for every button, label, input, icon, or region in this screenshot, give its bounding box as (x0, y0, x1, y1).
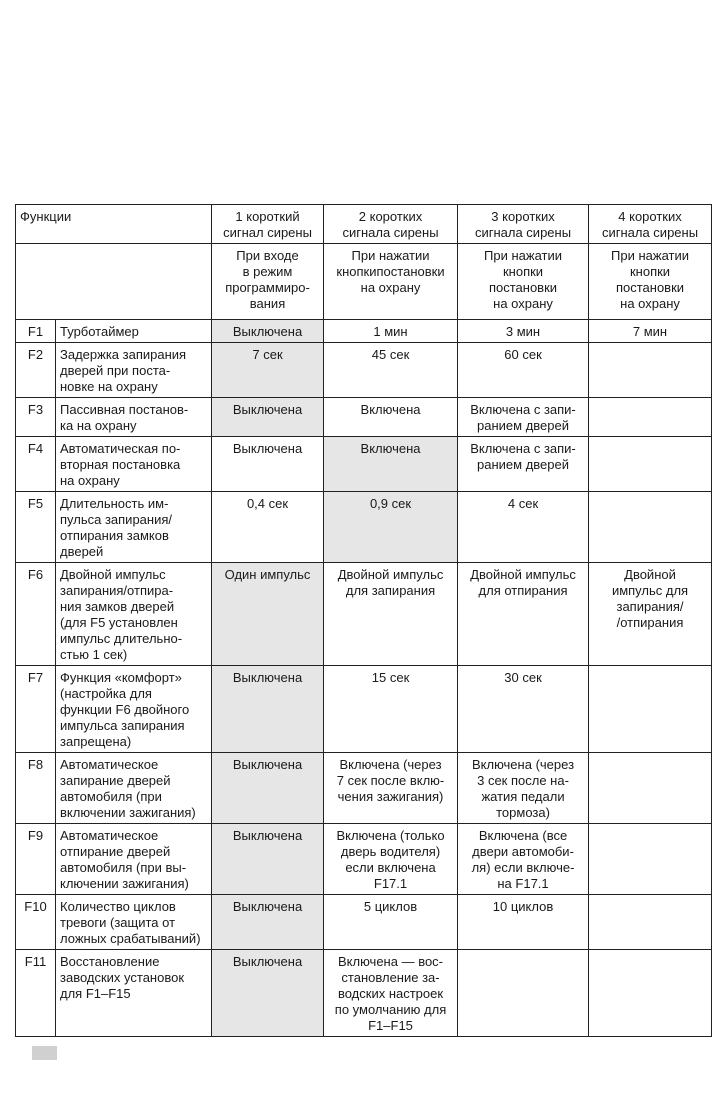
table-row (16, 666, 712, 753)
row-code: F11 (16, 950, 56, 1037)
header-col-4: 4 коротких сигнала сирены (589, 205, 712, 244)
row-name: Турботаймер (56, 320, 212, 343)
subheader-col-4: При нажатии кнопки постановки на охрану (589, 244, 712, 320)
row-value-2: Двойной импульс для запирания (324, 563, 458, 666)
row-value-4 (589, 437, 712, 492)
row-value-1: Выключена (212, 950, 324, 1037)
row-value-4: 7 мин (589, 320, 712, 343)
row-code: F4 (16, 437, 56, 492)
row-value-2: 1 мин (324, 320, 458, 343)
row-name: Автоматическая по- вторная постановка на охрану (56, 437, 212, 492)
subheader-empty (16, 244, 212, 320)
row-value-4 (589, 666, 712, 753)
row-value-3: 10 циклов (458, 895, 589, 950)
row-value-3: Двойной импульс для отпирания (458, 563, 589, 666)
row-value-4: Двойной импульс для запирания/ /отпирания (589, 563, 712, 666)
table-row (16, 398, 712, 437)
header-col-1: 1 короткий сигнал сирены (212, 205, 324, 244)
row-value-3: 30 сек (458, 666, 589, 753)
row-code: F10 (16, 895, 56, 950)
header-row (16, 205, 712, 244)
row-name: Задержка запирания дверей при поста- новке на охрану (56, 343, 212, 398)
row-value-1: Выключена (212, 398, 324, 437)
row-value-3: Включена (все двери автомоби- ля) если включе- на F17.1 (458, 824, 589, 895)
row-value-2: Включена (324, 437, 458, 492)
row-value-3: 60 сек (458, 343, 589, 398)
row-value-3: 3 мин (458, 320, 589, 343)
row-value-2: 45 сек (324, 343, 458, 398)
row-value-3: 4 сек (458, 492, 589, 563)
table-row (16, 824, 712, 895)
row-value-1: Выключена (212, 824, 324, 895)
header-col-3: 3 коротких сигнала сирены (458, 205, 589, 244)
functions-table (15, 204, 712, 1037)
table-row (16, 563, 712, 666)
row-value-2: 5 циклов (324, 895, 458, 950)
table-row (16, 437, 712, 492)
row-value-1: Выключена (212, 753, 324, 824)
row-value-2: Включена (324, 398, 458, 437)
table-row (16, 320, 712, 343)
row-value-1: Выключена (212, 320, 324, 343)
row-name: Восстановление заводских установок для F1–F15 (56, 950, 212, 1037)
row-value-2: Включена (только дверь водителя) если включена F17.1 (324, 824, 458, 895)
subheader-row (16, 244, 712, 320)
table-row (16, 895, 712, 950)
row-name: Автоматическое отпирание дверей автомобиля (при вы- ключении зажигания) (56, 824, 212, 895)
row-code: F2 (16, 343, 56, 398)
row-value-1: 0,4 сек (212, 492, 324, 563)
row-value-1: Выключена (212, 666, 324, 753)
table-row (16, 753, 712, 824)
row-code: F3 (16, 398, 56, 437)
row-value-2: 0,9 сек (324, 492, 458, 563)
subheader-col-3: При нажатии кнопки постановки на охрану (458, 244, 589, 320)
row-value-1: Выключена (212, 437, 324, 492)
table-row (16, 492, 712, 563)
row-name: Количество циклов тревоги (защита от ложных срабатываний) (56, 895, 212, 950)
table-row (16, 950, 712, 1037)
row-value-4 (589, 753, 712, 824)
row-code: F5 (16, 492, 56, 563)
subheader-col-1: При входе в режим программиро- вания (212, 244, 324, 320)
subheader-col-2: При нажатии кнопкипостановки на охрану (324, 244, 458, 320)
row-code: F1 (16, 320, 56, 343)
row-value-3: Включена с запи- ранием дверей (458, 437, 589, 492)
row-value-2: Включена — вос- становление за- водских настроек по умолчанию для F1–F15 (324, 950, 458, 1037)
row-value-4 (589, 950, 712, 1037)
row-value-4 (589, 398, 712, 437)
row-name: Двойной импульс запирания/отпира- ния замков дверей (для F5 установлен импульс длительно- стью 1 сек) (56, 563, 212, 666)
row-value-1: Выключена (212, 895, 324, 950)
row-name: Автоматическое запирание дверей автомобиля (при включении зажигания) (56, 753, 212, 824)
row-value-1: 7 сек (212, 343, 324, 398)
row-value-3: Включена с запи- ранием дверей (458, 398, 589, 437)
row-value-4 (589, 895, 712, 950)
header-functions: Функции (16, 205, 212, 244)
row-code: F9 (16, 824, 56, 895)
row-value-2: Включена (через 7 сек после вклю- чения зажигания) (324, 753, 458, 824)
table-row (16, 343, 712, 398)
row-name: Функция «комфорт» (настройка для функции F6 двойного импульса запирания запрещена) (56, 666, 212, 753)
row-value-4 (589, 824, 712, 895)
row-name: Пассивная постанов- ка на охрану (56, 398, 212, 437)
header-col-2: 2 коротких сигнала сирены (324, 205, 458, 244)
row-code: F8 (16, 753, 56, 824)
row-value-4 (589, 492, 712, 563)
row-value-3 (458, 950, 589, 1037)
row-value-2: 15 сек (324, 666, 458, 753)
row-code: F6 (16, 563, 56, 666)
row-value-3: Включена (через 3 сек после на- жатия педали тормоза) (458, 753, 589, 824)
row-value-1: Один импульс (212, 563, 324, 666)
page-number-marker (32, 1046, 57, 1060)
row-code: F7 (16, 666, 56, 753)
row-value-4 (589, 343, 712, 398)
row-name: Длительность им- пульса запирания/ отпирания замков дверей (56, 492, 212, 563)
